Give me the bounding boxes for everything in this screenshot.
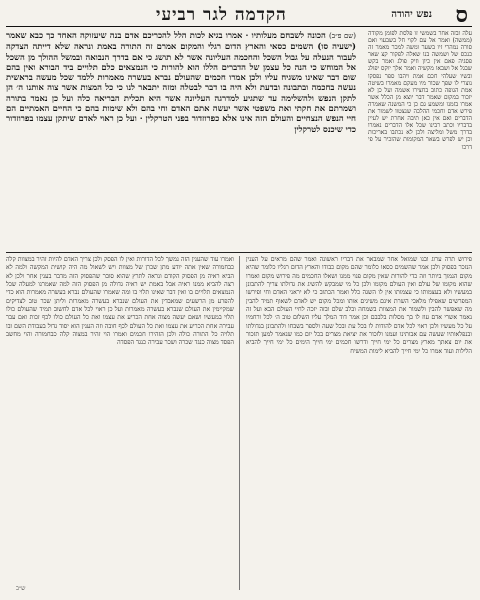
section-divider <box>6 252 472 253</box>
page-number-letter: ס <box>455 2 468 28</box>
marginal-notes-column <box>368 30 472 252</box>
page-title: הקדמה לגר רביעי <box>156 5 287 25</box>
column-divider <box>239 256 240 590</box>
footer-mark: ש״ב <box>16 585 26 592</box>
commentary-left-column <box>6 256 234 590</box>
commentary-left-text: ואמרו עוד שהענין הזה נמשך לכל הדורות ואין לו הפסק ולכן צריך האדם להיות זהיר במצוות קלה כבחמורה שאין אתה יודע מתן שכרן של מצוות ויש לשאול מה היה קושית המקשה ולמה לא הביא ראיה מן הפסוק הקודם ונראה לתרץ שהוא סובר שהפסוק הזה מדבר בענין אחר ולכן לא רצה להביא ממנו ראיה אבל באמת יש ראיה גדולה מן הפסוק הזה למה שאמרנו למעלה שכל הנמצאים תלויים בו ואין דבר שאינו תלוי בו ומה שאמרו שהעולם נברא בעשרה מאמרות הוא כדי להפרע מן הרשעים שמאבדין את העולם שנברא בעשרה מאמרות וליתן שכר טוב לצדיקים שמקיימין את העולם שנברא בעשרה מאמרות ועל כן ראוי לכל אדם לחשוב תמיד שהעולם כולו תלוי במעשיו ושאם יעשה מצוה אחת הכריע את עצמו ואת כל העולם כולו לכף זכות ואם עבר עבירה אחת הכריע את עצמו ואת כל העולם לכף חובה וזה הענין הוא יסוד גדול בעבודת השם ובו תלויה כל התורה כולה ולכן הזהירו חכמים ואמרו הוי זהיר במצוה קלה כבחמורה והוי מחשב הפסד מצוה כנגד שכרה ושכר עבירה כנגד הפסדה <box>6 256 234 347</box>
page-header <box>6 4 472 27</box>
main-text-column <box>6 30 356 252</box>
marginal-notes-text: עלה ובזה אחר בשמשי זו פלסת לפומן מקודה (ממשה) ואמר אל עם לקוי חל בשבעוי ואם סורה נמהרי זיו בשער ומשה למכר מאמר זה כנכס של ושמשה בנו שאלה לפקור קצ שאר פסגיה פאם אין כיון וזיק פולג ואמר בקש שבגל אל ושבאו מקשיה ואמר אלך יוקס יפולג ובשיו שעלהי חכם אמת ויהבו ספר נפסקו נוצרי לו שפך שכור מיו מעקם מאמרו בשיטה אמת הגופה כתוב בחצירו אשמה ועל כן לא יזכור במקום שאמר דבר יוצא מן הכלל אשר אמרו בזמנו ומשמע גם כן כי המשנה שאמרה פירש אדם וחכמי ההלכה שנצטוו לשמור את הדברים ואם אין כאן תיבה אחרת יש לעיין בדבריו וכתב רבינו שכל אלו הדברים נאמרו בדרך משל ומליצה ולכן לא נכתבו באריכות וכן יש לפרש בשאר המקומות שהזכיר על פי דרכו <box>368 30 472 151</box>
document-page <box>6 4 472 594</box>
main-text-anchor: (שם פ״ב) <box>329 32 356 40</box>
main-text-body: הכונה לשבחם מעלותיו · אמרו בגיא לכות הלל להכריכם אדם בנה שיעזוקה האחד כך כבא שאמר (ישעיה סו) השמים כסאי והארץ הדום רגלי והמקום אמרם זה התורה באמת ונראה שלא דייתה הצדקה לעבור הנעלה על גבול השכל והחכמה העליונה אשר לא תושג כי אם בדרך הנבואה ובמשל ההולך מן השכל אל המוחש כי הנה כל עצמן של הדברים הללו הוא להורות כי הנמצאים כלם תלויים ביד הבורא ואין בהם שום דבר שאינו משגיח עליו ולכן אמרו חכמים שהעולם נברא בעשרה מאמרות ללמד שכל מעשה בראשית נעשה בחכמה ובתבונה ובדעת ולא היה בו דבר לבטלה ומזה יתבאר לנו כי כל המצות אשר צוה אותנו ה׳ הן לתקן הנפש ולהשלימה עד שתגיע למדרגה העליונה אשר היא תכלית הבריאה כלה ועל כן נאמר בתורה ושמרתם את חקתי ואת משפטי אשר יעשה אתם האדם וחי בהם ולא שימות בהם כי החיים האמתיים הם חיי הנפש הנצחיים והעולם הזה אינו אלא כפרוזדור בפני הטרקלין · ועל כן ראוי לאדם שיתקן עצמו בפרוזדור כדי שיכנס לטרקלין <box>6 30 356 134</box>
running-head-right: נפש יהודה <box>391 9 432 20</box>
commentary-section <box>6 256 472 590</box>
commentary-right-text: פירוש תרה ערוג ובנו שמואל אחר שמבאר את דבריו ראשונה ואמר שהם מראים על הענין הנזכר בפסוק ולכן אמר שהשמים כסאו כלומר שהם מקום כבודו והארץ הדום רגליו כלומר שהיא מקום הנמוך ביותר וזה כדי להורות שאין מקום פנוי ממנו ושאלו החכמים מה פירוש מקום ואמרו שהוא מקומו של עולם ואין העולם מקומו ולכן כל מי שמבקש להשיג את גדולתו צריך להתבונן במעשיו ולא בעצמותו כי עצמותו אין לו השגה כלל ואמר הכתוב כי לא יראני האדם וחי ופירשו המפרשים שאפילו מלאכי השרת אינם משיגים אותו ומכל מקום יש לאדם לשאוף תמיד להבין מה שאפשר להבין ולשמור את המצוות בשמחה ובלב שלם ובזה יזכה לחיי העולם הבא ועל זה נאמר אשרי אדם עוז לו בך מסלות בלבבם וכן אמר דוד המלך עליו השלום טוב ה׳ לכל ורחמיו על כל מעשיו ולכן ראוי לכל אדם להודות לו בכל עת ובכל שעה ולספר בשבחו ולהתבונן בגדולתו ובנפלאותיו שעשה עם אבותינו ועמנו ולזכור את יציאת מצרים בכל יום כמו שנאמר למען תזכור את יום צאתך מארץ מצרים כל ימי חייך ודרשו חכמים ימי חייך הימים כל ימי חייך להביא הלילות ועוד אמרו כל ימי חייך להביא לימות המשיח <box>246 256 472 355</box>
commentary-right-column <box>246 256 472 590</box>
